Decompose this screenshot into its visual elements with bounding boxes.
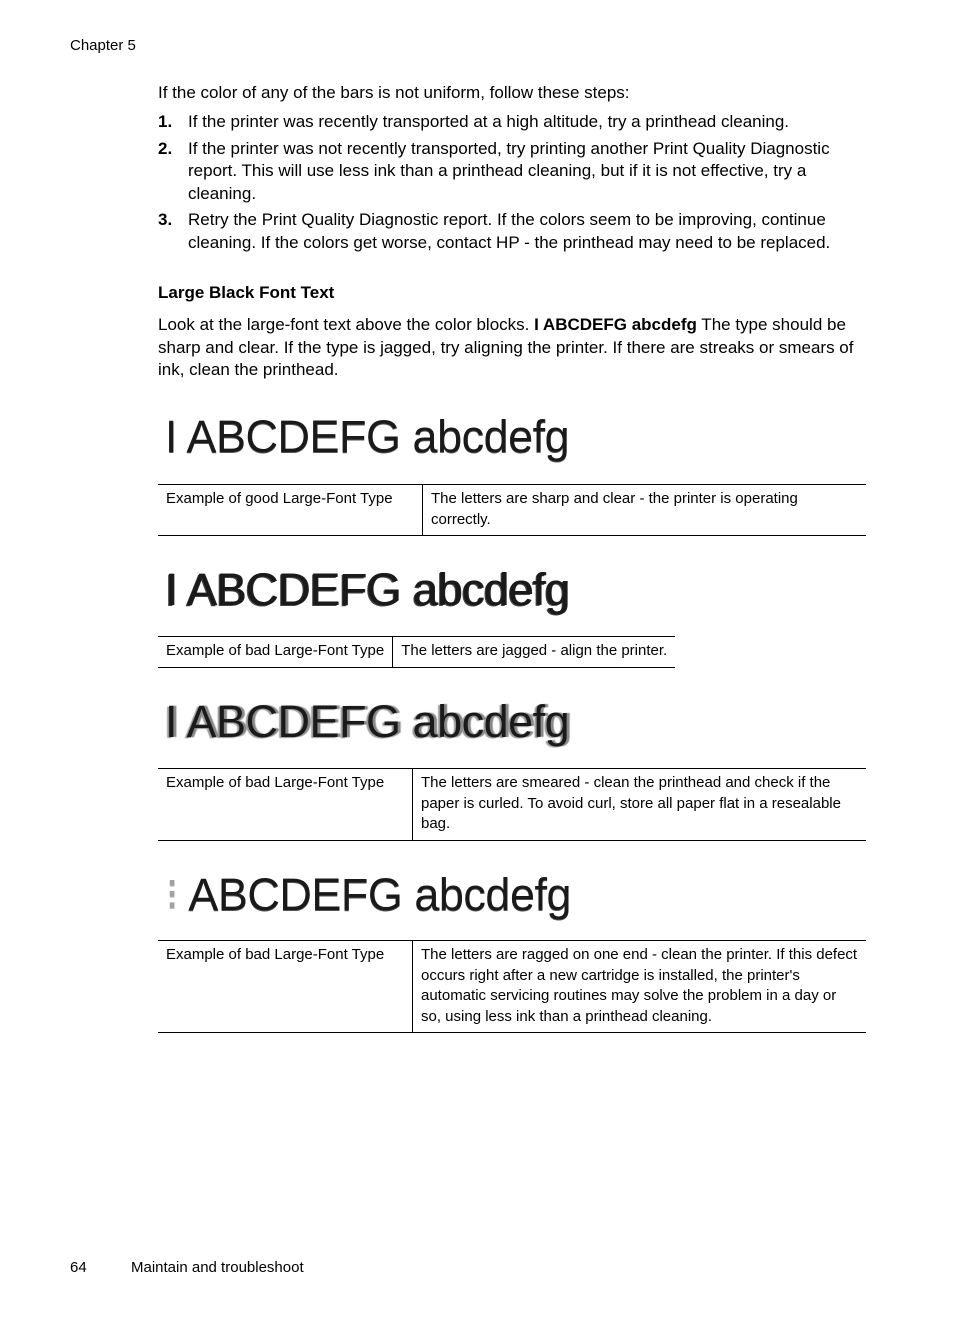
section-paragraph bbox=[158, 314, 870, 382]
intro-paragraph: If the color of any of the bars is not uniform, follow these steps: bbox=[158, 83, 630, 102]
example-label: Example of good Large-Font Type bbox=[158, 485, 423, 536]
step-number: 3. bbox=[158, 210, 173, 229]
table-row bbox=[158, 485, 866, 536]
example-table-good bbox=[158, 484, 866, 536]
example-table-smeared bbox=[158, 768, 866, 841]
example-description: The letters are jagged - align the printer. bbox=[401, 642, 668, 659]
example-table-jagged bbox=[158, 636, 675, 668]
step-text: Retry the Print Quality Diagnostic report. If the colors seem to be improving, continue cleaning. If the colors get worse, contact HP - the printhead may need to be replaced. bbox=[188, 210, 831, 252]
step-item bbox=[158, 111, 870, 134]
example-description: The letters are sharp and clear - the printer is operating correctly. bbox=[431, 490, 798, 528]
step-number: 1. bbox=[158, 112, 173, 131]
ragged-fragment: ⁝ bbox=[165, 869, 189, 920]
sample-text-smeared: I ABCDEFG abcdefg bbox=[165, 696, 570, 747]
sample-text-good: I ABCDEFG abcdefg bbox=[165, 411, 570, 462]
step-number: 2. bbox=[158, 138, 173, 158]
table-row bbox=[158, 769, 866, 841]
step-item bbox=[158, 138, 870, 206]
step-text: If the printer was recently transported at a high altitude, try a printhead cleaning. bbox=[188, 112, 790, 131]
example-description: The letters are ragged on one end - clean the printer. If this defect occurs right after a new cartridge is installed, the printer's automatic servicing routines may solve the problem in a day or so, using less ink than a printhead cleaning. bbox=[421, 946, 858, 1025]
footer-section-title: Maintain and troubleshoot bbox=[131, 1259, 304, 1276]
sample-text-ragged bbox=[165, 870, 571, 920]
section-text-after: The type should be sharp and clear. If the type is jagged, try aligning the printer. If there are streaks or smears of ink, clean the printhead. bbox=[158, 315, 854, 379]
section-text-bold: I ABCDEFG abcdefg bbox=[534, 315, 697, 334]
section-text-before: Look at the large-font text above the color blocks. bbox=[158, 315, 535, 334]
step-text: If the printer was not recently transported, try printing another Print Quality Diagnostic report. This will use less ink than a printhead cleaning, but if it is not effective, try a cleaning. bbox=[188, 138, 830, 203]
chapter-header: Chapter 5 bbox=[70, 37, 136, 54]
steps-list bbox=[158, 111, 870, 258]
section-heading: Large Black Font Text bbox=[158, 283, 335, 302]
example-description: The letters are smeared - clean the printhead and check if the paper is curled. To avoid curl, store all paper flat in a resealable bag. bbox=[421, 774, 841, 832]
table-row bbox=[158, 637, 675, 668]
step-item bbox=[158, 209, 870, 254]
example-label: Example of bad Large-Font Type bbox=[158, 941, 413, 1033]
example-label: Example of bad Large-Font Type bbox=[158, 769, 413, 841]
sample-text-jagged: I ABCDEFG abcdefg bbox=[165, 564, 570, 615]
example-table-ragged bbox=[158, 940, 866, 1033]
table-row bbox=[158, 941, 866, 1033]
example-label: Example of bad Large-Font Type bbox=[158, 637, 393, 668]
ragged-sample-text: ABCDEFG abcdefg bbox=[188, 869, 571, 920]
page-number: 64 bbox=[70, 1259, 87, 1276]
